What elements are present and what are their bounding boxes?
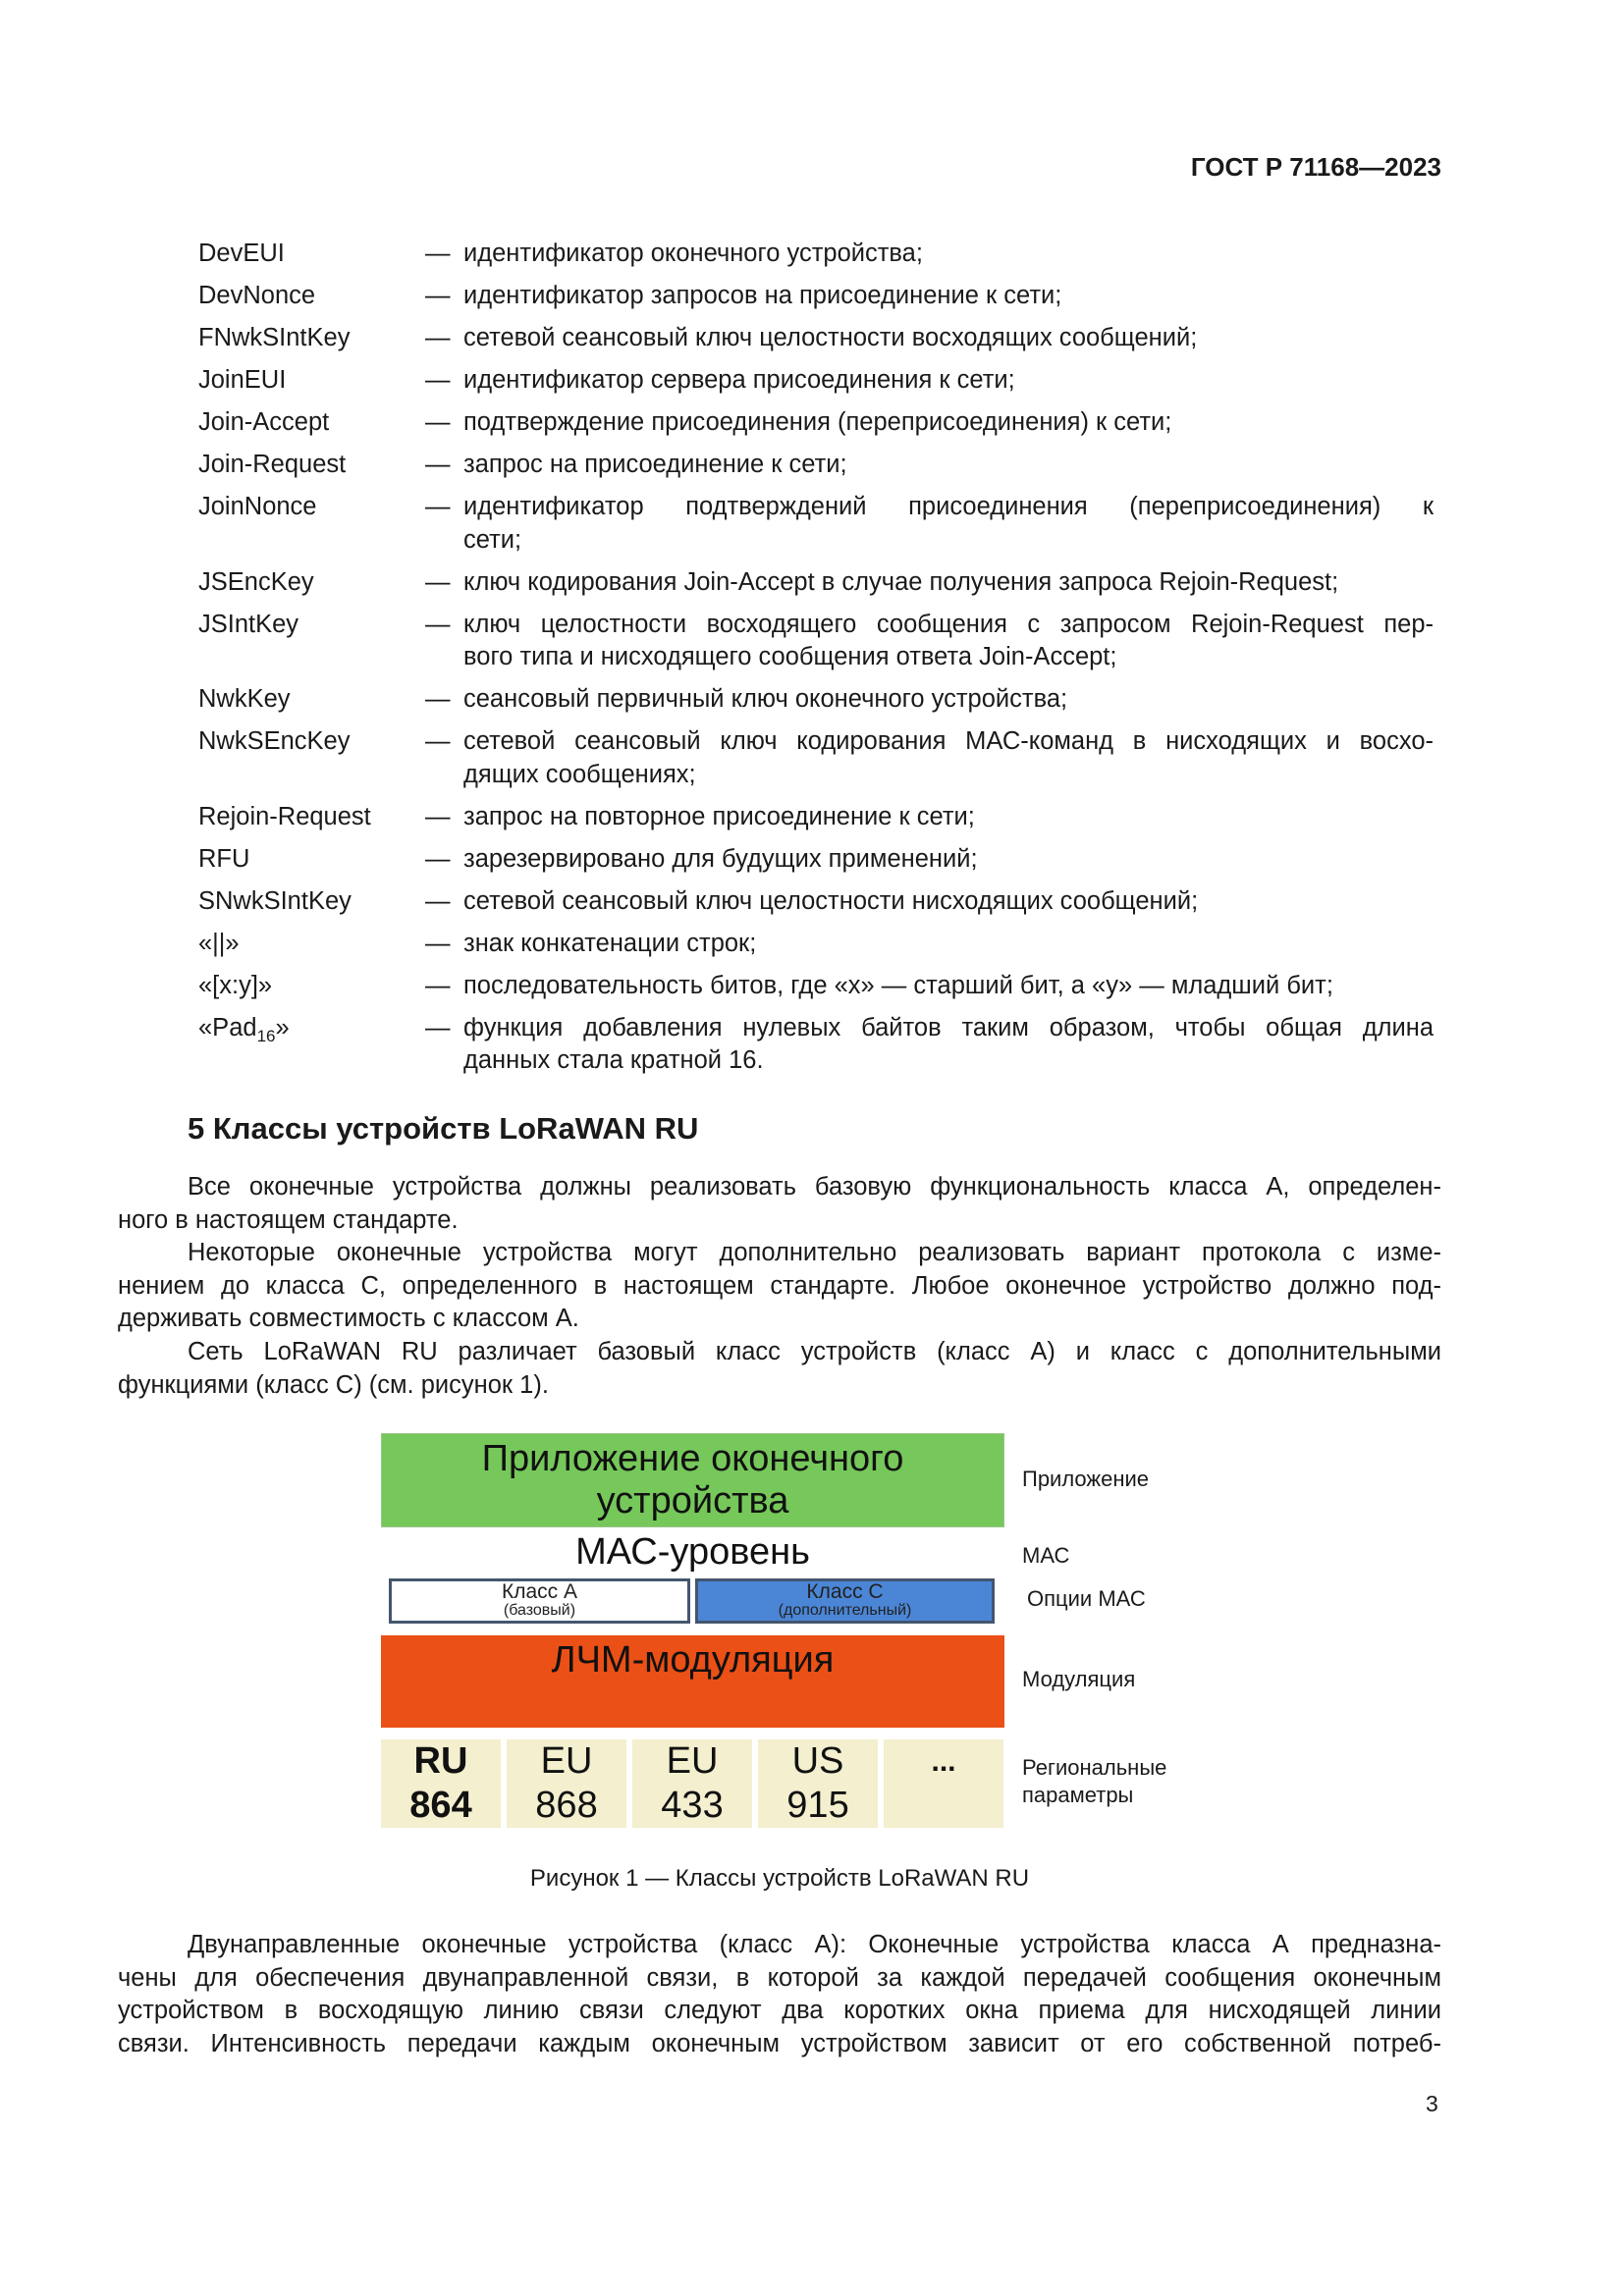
definition-description [463, 801, 1434, 834]
paragraph-line: устройством в восходящую линию связи следуют два коротких окна приема для нисходящей линии [118, 1997, 1441, 2025]
description-line: функция добавления нулевых байтов таким образом, чтобы общая длина [463, 1013, 1434, 1041]
description-line: дящих сообщениях; [463, 760, 696, 788]
label-mac: МАС [1022, 1543, 1070, 1568]
definition-description [463, 970, 1434, 1003]
application-layer-block [381, 1433, 1004, 1527]
label-modulation: Модуляция [1022, 1667, 1136, 1691]
definition-row [198, 406, 1434, 440]
definition-term: NwkSEncKey [198, 727, 351, 755]
definition-description [463, 364, 1434, 398]
definition-term: FNwkSIntKey [198, 324, 351, 351]
description-line: зарезервировано для будущих применений; [463, 844, 978, 873]
definition-description [463, 1012, 1434, 1078]
app-block-line: устройства [596, 1480, 789, 1522]
description-line: данных стала кратной 16. [463, 1046, 764, 1074]
definition-description [463, 449, 1434, 482]
region-code: RU [413, 1740, 468, 1782]
label-application: Приложение [1022, 1467, 1150, 1491]
definition-description [463, 280, 1434, 313]
em-dash: — [425, 971, 451, 999]
definition-row [198, 238, 1434, 271]
description-line: сети; [463, 525, 522, 554]
class-a-subtitle: (базовый) [503, 1602, 576, 1619]
definition-row [198, 566, 1434, 600]
description-line: последовательность битов, где «x» — старший бит, а «y» — младший бит; [463, 971, 1333, 999]
region-code: ... [931, 1745, 956, 1778]
description-line: сетевой сеансовый ключ целостности нисходящих сообщений; [463, 886, 1199, 915]
definition-description [463, 609, 1434, 674]
description-line: идентификатор запросов на присоединение к сети; [463, 282, 1062, 309]
definition-row [198, 280, 1434, 313]
definition-term: Join-Accept [198, 408, 330, 436]
definition-description [463, 928, 1434, 961]
description-line: запрос на присоединение к сети; [463, 451, 847, 478]
region-frequency: 868 [535, 1785, 598, 1826]
region-frequency: 864 [409, 1785, 472, 1826]
definition-term: JoinEUI [198, 366, 287, 394]
mac-layer-title: МАС-уровень [575, 1531, 810, 1573]
em-dash: — [425, 324, 451, 351]
description-line: идентификатор оконечного устройства; [463, 240, 923, 267]
definition-description [463, 683, 1434, 717]
definition-row [198, 928, 1434, 961]
section-heading: 5 Классы устройств LoRaWAN RU [188, 1111, 699, 1146]
label-regional [1022, 1754, 1166, 1809]
definition-term: «[x:y]» [198, 971, 273, 999]
region-frequency: 915 [786, 1785, 849, 1826]
em-dash: — [425, 610, 451, 638]
modulation-block: ЛЧМ-модуляция [381, 1635, 1004, 1728]
region-frequency: 433 [661, 1785, 724, 1826]
definition-term: «||» [198, 929, 240, 957]
em-dash: — [425, 451, 451, 478]
label-regional-line: параметры [1022, 1783, 1134, 1807]
paragraph-line: чены для обеспечения двунаправленной связи, в которой за каждой передачей сообщения оконечным [118, 1963, 1441, 1992]
region-code: EU [540, 1740, 593, 1782]
em-dash: — [425, 1013, 451, 1041]
document-header: ГОСТ Р 71168—2023 [1190, 152, 1441, 182]
definition-row [198, 609, 1434, 674]
description-line: сеансовый первичный ключ оконечного устройства; [463, 685, 1068, 713]
paragraph-4 [118, 1929, 1441, 2061]
em-dash: — [425, 567, 451, 596]
paragraph-line: Некоторые оконечные устройства могут дополнительно реализовать вариант протокола с изме- [188, 1239, 1441, 1266]
paragraph-line: нением до класса С, определенного в настоящем стандарте. Любое оконечное устройство должно под- [118, 1271, 1441, 1300]
paragraph-1 [118, 1171, 1441, 1237]
definition-description [463, 491, 1434, 557]
definition-row [198, 725, 1434, 791]
definition-term: Join-Request [198, 451, 347, 478]
app-block-line: Приложение оконечного [481, 1438, 904, 1479]
label-regional-line: Региональные [1022, 1755, 1167, 1780]
class-c-title: Класс С [806, 1580, 884, 1603]
em-dash: — [425, 802, 451, 830]
label-mac-options: Опции МАС [1027, 1586, 1146, 1611]
region-cell [632, 1739, 752, 1828]
definition-row [198, 843, 1434, 877]
definition-term: JoinNonce [198, 493, 317, 520]
paragraph-line: функциями (класс С) (см. рисунок 1). [118, 1370, 549, 1399]
em-dash: — [425, 493, 451, 520]
definition-term: DevNonce [198, 282, 316, 309]
class-a-block [389, 1578, 690, 1624]
em-dash: — [425, 282, 451, 309]
definition-row [198, 683, 1434, 717]
region-cell [507, 1739, 626, 1828]
em-dash: — [425, 685, 451, 713]
definition-term: Rejoin-Request [198, 802, 371, 830]
definition-term: JSIntKey [198, 610, 299, 638]
em-dash: — [425, 886, 451, 915]
definition-description [463, 725, 1434, 791]
definition-term: SNwkSIntKey [198, 886, 352, 915]
region-cell [758, 1739, 878, 1828]
class-c-subtitle: (дополнительный) [778, 1602, 912, 1619]
definition-term: «Pad$_{16}$» [198, 1013, 290, 1045]
class-a-title: Класс А [501, 1580, 577, 1603]
description-line: идентификатор сервера присоединения к сети; [463, 366, 1015, 394]
definition-term: JSEncKey [198, 567, 314, 596]
description-line: ключ кодирования Join-Accept в случае получения запроса Rejoin-Request; [463, 567, 1339, 596]
em-dash: — [425, 727, 451, 755]
definition-description [463, 566, 1434, 600]
description-line: идентификатор подтверждений присоединения (переприсоединения) к [463, 493, 1434, 520]
class-c-block [695, 1578, 995, 1624]
page-number: 3 [1426, 2091, 1438, 2116]
definition-description [463, 885, 1434, 919]
definition-row [198, 491, 1434, 557]
definition-row [198, 885, 1434, 919]
definition-row [198, 1012, 1434, 1078]
paragraph-line: держивать совместимость с классом А. [118, 1305, 579, 1333]
region-code: US [791, 1740, 844, 1782]
definition-row [198, 970, 1434, 1003]
region-cell [884, 1739, 1003, 1828]
description-line: ключ целостности восходящего сообщения с запросом Rejoin-Request пер- [463, 610, 1434, 638]
definition-term: NwkKey [198, 685, 291, 713]
em-dash: — [425, 929, 451, 957]
figure-caption: Рисунок 1 — Классы устройств LoRaWAN RU [529, 1865, 1030, 1892]
paragraph-line: ного в настоящем стандарте. [118, 1205, 459, 1234]
description-line: сетевой сеансовый ключ целостности восходящих сообщений; [463, 324, 1198, 351]
paragraph-2 [118, 1237, 1441, 1336]
em-dash: — [425, 366, 451, 394]
definition-row [198, 801, 1434, 834]
definition-description [463, 406, 1434, 440]
region-cell [381, 1739, 501, 1828]
description-line: запрос на повторное присоединение к сети; [463, 802, 975, 830]
definition-term: RFU [198, 844, 250, 873]
description-line: сетевой сеансовый ключ кодирования МАС-команд в нисходящих и восхо- [463, 727, 1434, 755]
region-code: EU [666, 1740, 719, 1782]
definition-term: DevEUI [198, 240, 285, 267]
description-line: подтверждение присоединения (переприсоединения) к сети; [463, 408, 1172, 436]
em-dash: — [425, 408, 451, 436]
paragraph-3 [118, 1336, 1441, 1402]
paragraph-line: связи. Интенсивность передачи каждым оконечным устройством зависит от его собственной потреб- [118, 2030, 1441, 2058]
definition-row [198, 449, 1434, 482]
term-subscript: 16 [256, 1026, 276, 1045]
paragraph-line: Двунаправленные оконечные устройства (класс А): Оконечные устройства класса А предназна- [188, 1931, 1441, 1958]
abbreviation-list [198, 238, 1434, 1087]
definition-row [198, 322, 1434, 355]
definition-description [463, 843, 1434, 877]
figure-lorawan-classes [381, 1433, 1004, 1828]
paragraph-line: Все оконечные устройства должны реализовать базовую функциональность класса А, определен- [188, 1173, 1441, 1201]
em-dash: — [425, 844, 451, 873]
description-line: знак конкатенации строк; [463, 929, 757, 957]
description-line: вого типа и нисходящего сообщения ответа Join-Accept; [463, 643, 1117, 670]
em-dash: — [425, 240, 451, 267]
definition-description [463, 238, 1434, 271]
definition-description [463, 322, 1434, 355]
paragraph-line: Сеть LoRaWAN RU различает базовый класс устройств (класс А) и класс с дополнительными [188, 1338, 1441, 1365]
definition-row [198, 364, 1434, 398]
